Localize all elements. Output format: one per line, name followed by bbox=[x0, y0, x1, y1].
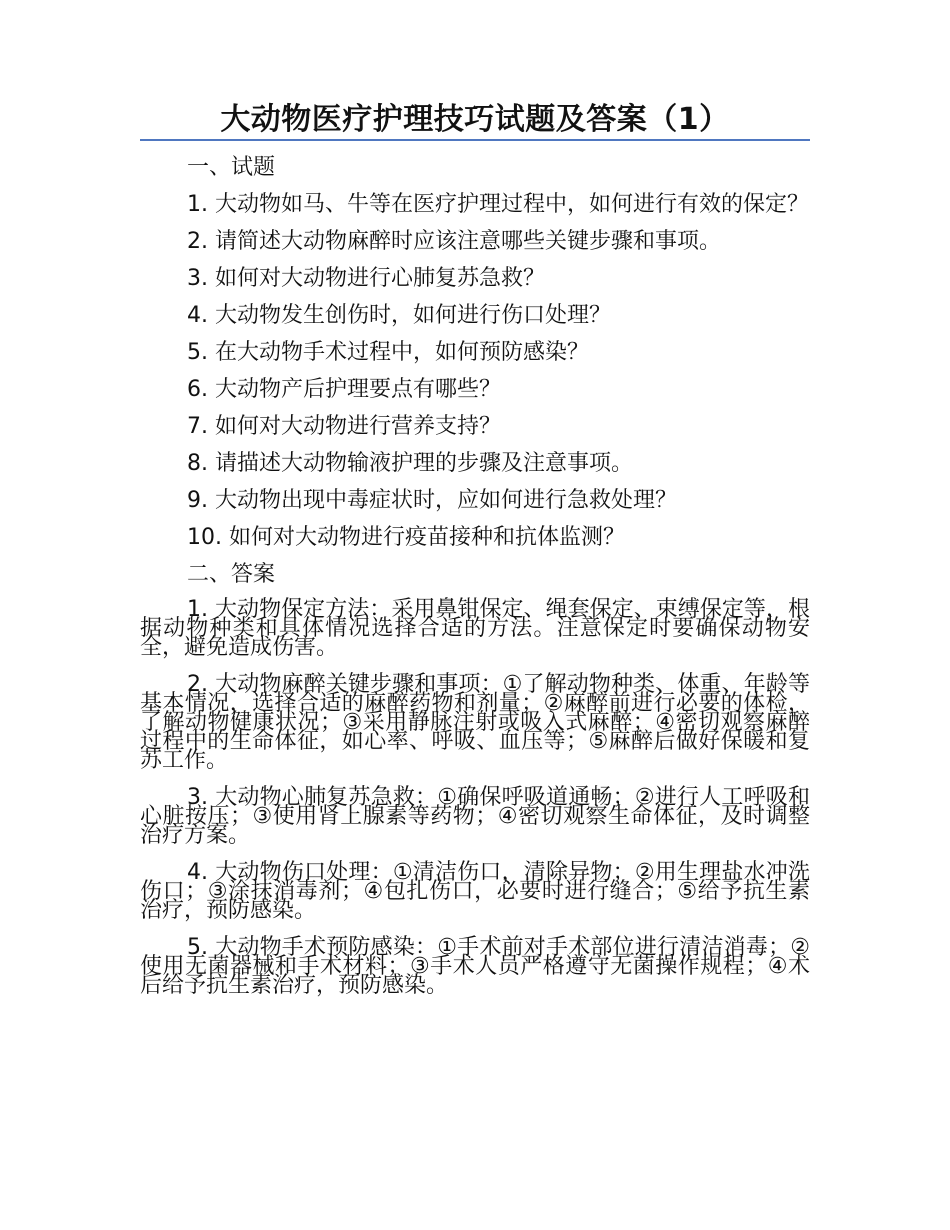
question-item: 4. 大动物发生创伤时，如何进行伤口处理？ bbox=[187, 303, 611, 328]
document-body bbox=[140, 156, 810, 1013]
answer-item: 2. 大动物麻醉关键步骤和事项：①了解动物种类、体重、年龄等基本情况，选择合适的麻醉药物和剂量；②麻醉前进行必要的体检，了解动物健康状况；③采用静脉注射或吸入式麻醉；④密切观察麻醉过程中的生命体征，如心率、呼吸、血压等；⑤麻醉后做好保暖和复苏工作。 bbox=[140, 672, 810, 773]
answer-item: 4. 大动物伤口处理：①清洁伤口，清除异物；②用生理盐水冲洗伤口；③涂抹消毒剂；④包扎伤口，必要时进行缝合；⑤给予抗生素治疗，预防感染。 bbox=[140, 860, 810, 923]
question-item: 2. 请简述大动物麻醉时应该注意哪些关键步骤和事项。 bbox=[187, 229, 721, 254]
questions-heading: 一、试题 bbox=[187, 155, 276, 180]
question-item: 5. 在大动物手术过程中，如何预防感染？ bbox=[187, 340, 589, 365]
question-item: 7. 如何对大动物进行营养支持？ bbox=[187, 414, 501, 439]
answers-heading: 二、答案 bbox=[187, 562, 276, 587]
document-title: 大动物医疗护理技巧试题及答案（1） bbox=[220, 102, 730, 137]
answer-item: 1. 大动物保定方法：采用鼻钳保定、绳套保定、束缚保定等，根据动物种类和具体情况选择合适的方法。注意保定时要确保动物安全，避免造成伤害。 bbox=[140, 597, 810, 660]
question-item: 10. 如何对大动物进行疫苗接种和抗体监测？ bbox=[187, 525, 625, 550]
answer-item: 3. 大动物心肺复苏急救：①确保呼吸道通畅；②进行人工呼吸和心脏按压；③使用肾上腺素等药物；④密切观察生命体征，及时调整治疗方案。 bbox=[140, 785, 810, 848]
question-item: 3. 如何对大动物进行心肺复苏急救？ bbox=[187, 266, 545, 291]
answer-item: 5. 大动物手术预防感染：①手术前对手术部位进行清洁消毒；②使用无菌器械和手术材料；③手术人员严格遵守无菌操作规程；④术后给予抗生素治疗，预防感染。 bbox=[140, 935, 810, 998]
question-item: 6. 大动物产后护理要点有哪些？ bbox=[187, 377, 501, 402]
title-underline bbox=[140, 139, 810, 141]
question-item: 9. 大动物出现中毒症状时，应如何进行急救处理？ bbox=[187, 488, 677, 513]
question-item: 1. 大动物如马、牛等在医疗护理过程中，如何进行有效的保定？ bbox=[187, 192, 809, 217]
question-item: 8. 请描述大动物输液护理的步骤及注意事项。 bbox=[187, 451, 633, 476]
